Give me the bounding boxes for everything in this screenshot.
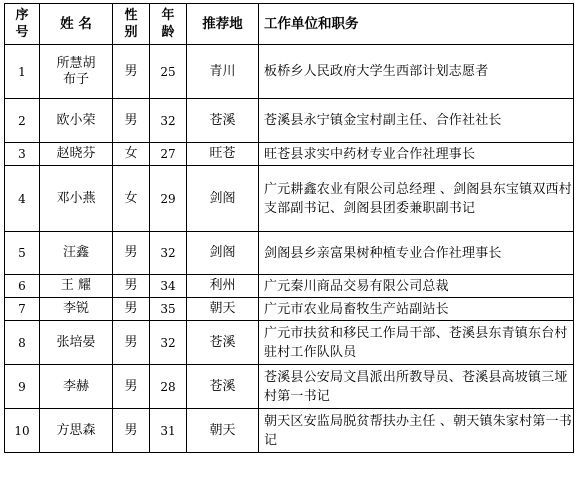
cell-place: 青川 — [187, 45, 259, 99]
cell-job: 广元市农业局畜牧生产站副站长 — [259, 298, 574, 321]
cell-index: 8 — [5, 321, 40, 365]
cell-name: 所慧胡布子 — [40, 45, 113, 99]
table-container — [4, 3, 574, 453]
cell-gender: 男 — [113, 232, 150, 275]
cell-age: 31 — [150, 409, 187, 453]
cell-name: 张培晏 — [40, 321, 113, 365]
cell-gender: 男 — [113, 321, 150, 365]
cell-index: 5 — [5, 232, 40, 275]
cell-name: 方思森 — [40, 409, 113, 453]
cell-age: 29 — [150, 166, 187, 232]
cell-gender: 男 — [113, 298, 150, 321]
table-row — [5, 143, 574, 166]
cell-place: 旺苍 — [187, 143, 259, 166]
cell-name: 王 耀 — [40, 275, 113, 298]
table-row — [5, 409, 574, 453]
cell-job: 广元耕鑫农业有限公司总经理 、剑阁县东宝镇双西村支部副书记、剑阁县团委兼职副书记 — [259, 166, 574, 232]
cell-index: 3 — [5, 143, 40, 166]
cell-job: 板桥乡人民政府大学生西部计划志愿者 — [259, 45, 574, 99]
cell-job: 旺苍县求实中药材专业合作社理事长 — [259, 143, 574, 166]
table-row — [5, 298, 574, 321]
cell-gender: 男 — [113, 99, 150, 143]
cell-name: 邓小燕 — [40, 166, 113, 232]
cell-index: 1 — [5, 45, 40, 99]
table-row — [5, 45, 574, 99]
table-row — [5, 166, 574, 232]
cell-place: 苍溪 — [187, 365, 259, 409]
cell-gender: 女 — [113, 166, 150, 232]
cell-index: 9 — [5, 365, 40, 409]
cell-place: 剑阁 — [187, 232, 259, 275]
cell-name: 汪鑫 — [40, 232, 113, 275]
cell-index: 2 — [5, 99, 40, 143]
cell-age: 35 — [150, 298, 187, 321]
header-place: 推荐地 — [187, 4, 259, 45]
cell-gender: 男 — [113, 409, 150, 453]
cell-job: 广元秦川商品交易有限公司总裁 — [259, 275, 574, 298]
table-row — [5, 321, 574, 365]
cell-index: 10 — [5, 409, 40, 453]
header-index: 序号 — [5, 4, 40, 45]
cell-age: 27 — [150, 143, 187, 166]
cell-job: 苍溪县永宁镇金宝村副主任、合作社社长 — [259, 99, 574, 143]
cell-age: 34 — [150, 275, 187, 298]
cell-name: 赵晓芬 — [40, 143, 113, 166]
cell-name: 欧小荣 — [40, 99, 113, 143]
cell-place: 利州 — [187, 275, 259, 298]
table-row — [5, 365, 574, 409]
cell-job: 剑阁县乡亲富果树种植专业合作社理事长 — [259, 232, 574, 275]
cell-name: 李锐 — [40, 298, 113, 321]
cell-gender: 男 — [113, 275, 150, 298]
cell-place: 苍溪 — [187, 99, 259, 143]
header-gender: 性别 — [113, 4, 150, 45]
header-job: 工作单位和职务 — [259, 4, 574, 45]
cell-place: 朝天 — [187, 409, 259, 453]
cell-age: 28 — [150, 365, 187, 409]
cell-index: 4 — [5, 166, 40, 232]
cell-job: 苍溪县公安局文昌派出所教导员、苍溪县高坡镇三垭村第一书记 — [259, 365, 574, 409]
cell-index: 7 — [5, 298, 40, 321]
table-row — [5, 275, 574, 298]
cell-job: 朝天区安监局脱贫帮扶办主任 、朝天镇朱家村第一书记 — [259, 409, 574, 453]
cell-age: 32 — [150, 321, 187, 365]
header-age: 年龄 — [150, 4, 187, 45]
header-name: 姓 名 — [40, 4, 113, 45]
header-row — [5, 4, 574, 45]
cell-place: 剑阁 — [187, 166, 259, 232]
cell-job: 广元市扶贫和移民工作局干部、苍溪县东青镇东台村驻村工作队队员 — [259, 321, 574, 365]
cell-gender: 男 — [113, 45, 150, 99]
table-row — [5, 232, 574, 275]
recommendation-table — [4, 3, 574, 453]
cell-age: 32 — [150, 99, 187, 143]
cell-age: 32 — [150, 232, 187, 275]
cell-gender: 男 — [113, 365, 150, 409]
cell-gender: 女 — [113, 143, 150, 166]
cell-place: 朝天 — [187, 298, 259, 321]
cell-index: 6 — [5, 275, 40, 298]
table-row — [5, 99, 574, 143]
cell-place: 苍溪 — [187, 321, 259, 365]
cell-age: 25 — [150, 45, 187, 99]
cell-name: 李赫 — [40, 365, 113, 409]
